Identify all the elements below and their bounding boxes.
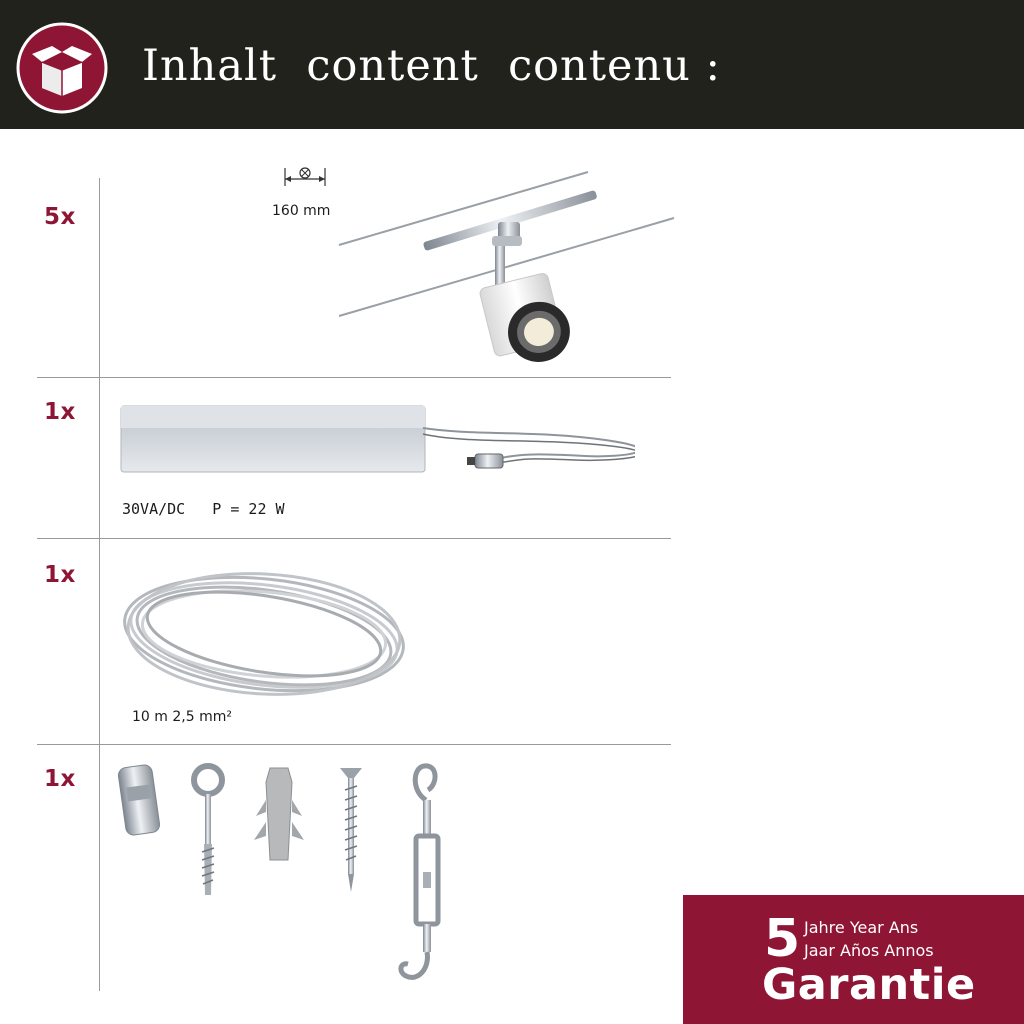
- guarantee-badge: [683, 895, 1024, 1024]
- cable-spotlight-image: [336, 168, 676, 373]
- page-title: Inhalt content contenu :: [142, 41, 722, 91]
- guarantee-years-label: Jahre Year Ans: [804, 918, 919, 937]
- open-box-icon: [16, 22, 108, 114]
- guarantee-years-label-2: Jaar Años Annos: [804, 941, 934, 960]
- item-quantity: 1x: [44, 766, 76, 792]
- wood-screw-icon: [340, 768, 362, 892]
- spotlight-spacing-label: 160 mm: [272, 203, 331, 219]
- item-quantity: 5x: [44, 204, 76, 230]
- column-divider: [99, 178, 100, 991]
- header-bar: [0, 0, 1024, 129]
- turnbuckle-icon: [401, 766, 438, 978]
- cable-length-label: 10 m 2,5 mm²: [132, 709, 232, 725]
- row-divider: [37, 744, 671, 745]
- row-divider: [37, 538, 671, 539]
- transformer-rating-label: 30VA/DC P = 22 W: [122, 500, 285, 518]
- cable-coil-image: [118, 568, 410, 703]
- row-divider: [37, 377, 671, 378]
- guarantee-years-number: 5: [764, 909, 801, 969]
- spacing-dimension-icon: [270, 162, 340, 192]
- mounting-hardware-image: [112, 760, 452, 988]
- eye-screw-icon: [194, 766, 222, 895]
- item-quantity: 1x: [44, 562, 76, 588]
- transformer-image: [115, 400, 635, 480]
- wire-clamp-icon: [117, 764, 160, 836]
- item-quantity: 1x: [44, 399, 76, 425]
- wall-plug-icon: [254, 768, 304, 860]
- guarantee-title: Garantie: [762, 960, 976, 1010]
